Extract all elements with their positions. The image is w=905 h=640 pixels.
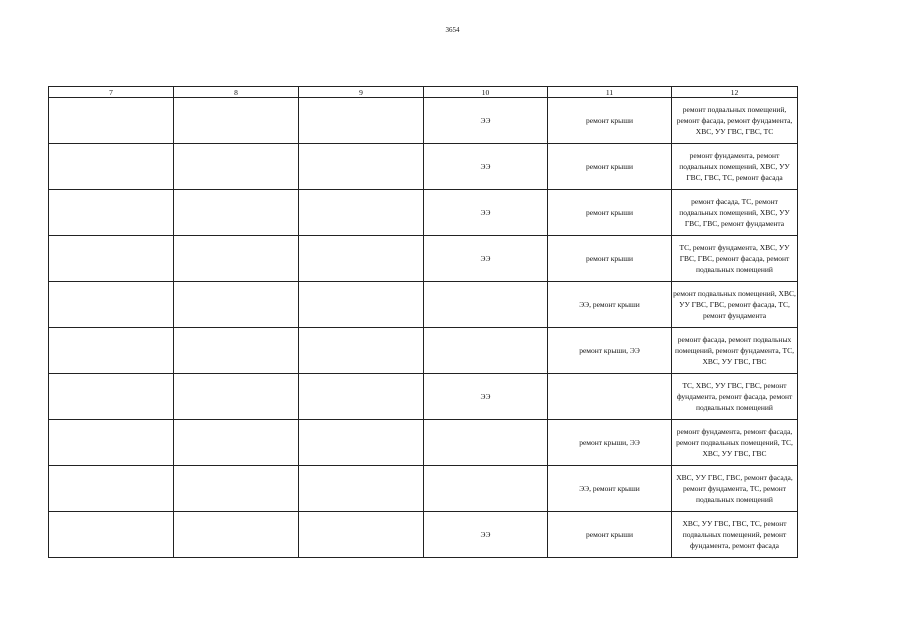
cell-col8 (174, 374, 299, 420)
cell-col10: ЭЭ (424, 190, 548, 236)
column-header-10: 10 (424, 87, 548, 98)
cell-col8 (174, 190, 299, 236)
cell-col11 (548, 374, 672, 420)
cell-col7 (49, 512, 174, 558)
cell-col11: ремонт крыши (548, 236, 672, 282)
cell-col10: ЭЭ (424, 512, 548, 558)
cell-col12: ТС, ХВС, УУ ГВС, ГВС, ремонт фундамента, ремонт фасада, ремонт подвальных помещений (672, 374, 798, 420)
cell-col7 (49, 236, 174, 282)
cell-col9 (299, 98, 424, 144)
cell-col7 (49, 466, 174, 512)
cell-col9 (299, 374, 424, 420)
cell-col10 (424, 466, 548, 512)
table-row (49, 190, 798, 236)
column-header-7: 7 (49, 87, 174, 98)
cell-col12: ремонт подвальных помещений, ХВС, УУ ГВС, ГВС, ремонт фасада, ТС, ремонт фундамента (672, 282, 798, 328)
cell-col12: ХВС, УУ ГВС, ГВС, ремонт фасада, ремонт фундамента, ТС, ремонт подвальных помещений (672, 466, 798, 512)
cell-col11: ЭЭ, ремонт крыши (548, 466, 672, 512)
cell-col10: ЭЭ (424, 374, 548, 420)
cell-col12: ремонт подвальных помещений, ремонт фасада, ремонт фундамента, ХВС, УУ ГВС, ГВС, ТС (672, 98, 798, 144)
table-row (49, 98, 798, 144)
table-row (49, 374, 798, 420)
column-header-9: 9 (299, 87, 424, 98)
cell-col7 (49, 328, 174, 374)
cell-col10 (424, 328, 548, 374)
cell-col8 (174, 420, 299, 466)
cell-col9 (299, 420, 424, 466)
table-row (49, 236, 798, 282)
cell-col9 (299, 282, 424, 328)
table-row (49, 420, 798, 466)
cell-col7 (49, 282, 174, 328)
cell-col8 (174, 144, 299, 190)
column-header-8: 8 (174, 87, 299, 98)
cell-col11: ремонт крыши (548, 144, 672, 190)
cell-col11: ремонт крыши (548, 512, 672, 558)
column-header-12: 12 (672, 87, 798, 98)
cell-col12: ремонт фундамента, ремонт подвальных помещений, ХВС, УУ ГВС, ГВС, ТС, ремонт фасада (672, 144, 798, 190)
cell-col12: ТС, ремонт фундамента, ХВС, УУ ГВС, ГВС, ремонт фасада, ремонт подвальных помещений (672, 236, 798, 282)
cell-col8 (174, 236, 299, 282)
cell-col12: ремонт фундамента, ремонт фасада, ремонт подвальных помещений, ТС, ХВС, УУ ГВС, ГВС (672, 420, 798, 466)
cell-col9 (299, 236, 424, 282)
cell-col8 (174, 282, 299, 328)
table-row (49, 144, 798, 190)
cell-col11: ремонт крыши (548, 190, 672, 236)
page-number: 3654 (445, 26, 460, 34)
cell-col10: ЭЭ (424, 144, 548, 190)
cell-col10 (424, 282, 548, 328)
header-row (49, 87, 798, 98)
cell-col12: ремонт фасада, ТС, ремонт подвальных помещений, ХВС, УУ ГВС, ГВС, ремонт фундамента (672, 190, 798, 236)
cell-col8 (174, 466, 299, 512)
cell-col9 (299, 190, 424, 236)
cell-col9 (299, 328, 424, 374)
cell-col10: ЭЭ (424, 236, 548, 282)
cell-col9 (299, 466, 424, 512)
cell-col9 (299, 512, 424, 558)
table-row (49, 512, 798, 558)
cell-col10 (424, 420, 548, 466)
table-row (49, 282, 798, 328)
works-table (48, 86, 798, 558)
cell-col12: ремонт фасада, ремонт подвальных помещений, ремонт фундамента, ТС, ХВС, УУ ГВС, ГВС (672, 328, 798, 374)
cell-col11: ЭЭ, ремонт крыши (548, 282, 672, 328)
cell-col12: ХВС, УУ ГВС, ГВС, ТС, ремонт подвальных помещений, ремонт фундамента, ремонт фасада (672, 512, 798, 558)
table-row (49, 328, 798, 374)
cell-col7 (49, 420, 174, 466)
cell-col11: ремонт крыши, ЭЭ (548, 328, 672, 374)
table-row (49, 466, 798, 512)
cell-col11: ремонт крыши, ЭЭ (548, 420, 672, 466)
cell-col10: ЭЭ (424, 98, 548, 144)
column-header-11: 11 (548, 87, 672, 98)
cell-col11: ремонт крыши (548, 98, 672, 144)
cell-col7 (49, 144, 174, 190)
cell-col8 (174, 512, 299, 558)
cell-col9 (299, 144, 424, 190)
cell-col8 (174, 328, 299, 374)
cell-col8 (174, 98, 299, 144)
cell-col7 (49, 98, 174, 144)
cell-col7 (49, 374, 174, 420)
cell-col7 (49, 190, 174, 236)
